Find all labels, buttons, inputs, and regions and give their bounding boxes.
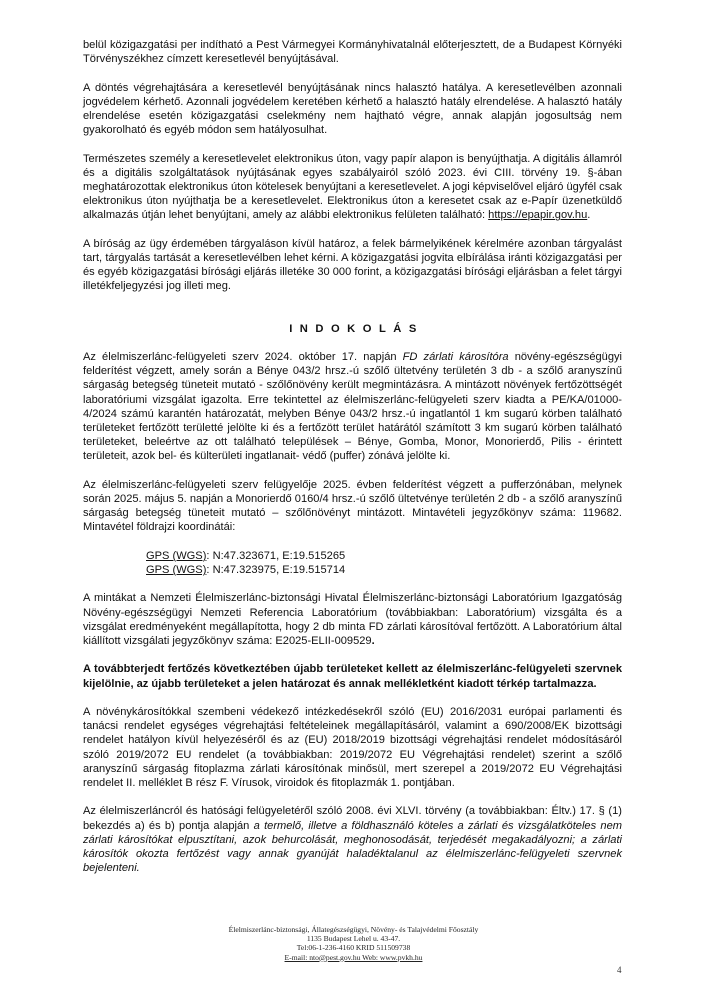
- paragraph-eltv: [83, 804, 622, 875]
- indokolas-1-text: Az élelmiszerlánc-felügyeleti szerv 2024. október 17. napján: [83, 351, 403, 363]
- gps-line: [146, 563, 622, 577]
- paragraph-indokolas-1: [83, 350, 622, 464]
- page-footer: [0, 925, 707, 962]
- paragraph-laboratory: [83, 591, 622, 648]
- paragraph-bold-new-areas: A továbbterjedt fertőzés következtében újabb területeket kellett az élelmiszerlánc-felügyeleti szervnek kijelölnie, az újabb területeket a jelen határozat és annak mellékletként kiadott térkép tartalmazza.: [83, 663, 622, 690]
- gps-label: GPS (WGS): [146, 549, 207, 562]
- gps-value: : N:47.323975, E:19.515714: [206, 564, 346, 577]
- paragraph-lawsuit: belül közigazgatási per indítható a Pest Vármegyei Kormányhivatalnál előterjesztett, de a Budapest Környéki Törvényszékhez címzett keresetlevél benyújtásával.: [83, 39, 622, 66]
- paragraph-electronic-submission: [83, 152, 622, 223]
- footer-address: 1135 Budapest Lehel u. 43-47.: [306, 934, 401, 944]
- document-body: [83, 38, 622, 890]
- lab-text: A mintákat a Nemzeti Élelmiszerlánc-biztonsági Hivatal Élelmiszerlánc-biztonsági Laboratórium Igazgatóság Növény-egészségügyi Nemzeti Referencia Laboratórium (továbbiakban: Laboratórium) vizsgálta és a vizsgálat eredményeként megállapította, hogy 2 db minta FD zárlati károsítóval fertőzött. A Laboratórium által kiállított vizsgálati jegyzőkönyv száma: E2025-ELII-009529: [83, 592, 622, 648]
- paragraph-suspensive-effect: A döntés végrehajtására a keresetlevél benyújtásának nincs halasztó hatálya. A keresetlevélben azonnali jogvédelem kérhető. Azonnali jogvédelem keretében kérhető a halasztó hatály elrendelése. A halasztó hatály elrendelése esetén közigazgatási cselekmény nem hajtható végre, annak alapján jogosultság nem gyakorolható és egyéb módon sem hatályosulhat.: [83, 81, 622, 137]
- section-heading-indokolas: INDOKOLÁS: [289, 322, 424, 335]
- gps-value: : N:47.323671, E:19.515265: [206, 549, 346, 562]
- footer-department: Élelmiszerlánc-biztonsági, Állategészségügyi, Növény- és Talajvédelmi Főosztály: [228, 925, 479, 934]
- eltv-text: Az élelmiszerláncról és hatósági felügyeletéről szóló 2008. évi XLVI. törvény (a továbbiakban: Éltv.) 17. § (1) bekezdés a) és b) pontja alapján: [83, 805, 622, 832]
- page-number: 4: [617, 965, 622, 975]
- gps-coordinates: [83, 549, 622, 577]
- paragraph-eu-regulation: A növénykárosítókkal szembeni védekező intézkedésekről szóló (EU) 2016/2031 európai parlamenti és tanácsi rendelet egységes végrehajtási feltételeinek megállapításáról, valamint a 690/2008/EK bizottsági rendelet hatályon kívül helyezéséről és az (EU) 2018/2019 bizottsági végrehajtási rendelet módosításáról szóló 2019/2072 EU rendelet (a továbbiakban: 2019/2072 EU Végrehajtási rendelet) szerint a szőlő aranyszínű sárgaság fitoplazma zárlati károsítónak minősül, mert szerepel a 2019/2072 EU Végrehajtási rendelet II. melléklet B rész F. Vírusok, viroidok és fitoplazmák 1. pontjában.: [83, 706, 622, 790]
- footer-contact-link[interactable]: E-mail: nto@pest.gov.hu Web: www.pvkh.hu: [284, 952, 423, 962]
- indokolas-1-italic: FD zárlati károsítóra: [402, 351, 509, 363]
- gps-label: GPS (WGS): [146, 564, 207, 577]
- paragraph-court: A bíróság az ügy érdemében tárgyaláson kívül határoz, a felek bármelyikének kérelmére azonban tárgyalást tart, tárgyalás tartását a keresetlevélben lehet kérni. A közigazgatási jogvita elbírálása iránti közigazgatási per és egyéb közigazgatási bírósági eljárás illetéke 30 000 forint, a közigazgatási bírósági eljárásban a felet tárgyi illetékfeljegyzési jog illeti meg.: [83, 237, 622, 293]
- epapir-link[interactable]: https://epapir.gov.hu: [488, 209, 588, 222]
- footer-phone: Tel:06-1-236-4160 KRID 511509738: [296, 943, 411, 953]
- eltv-italic: a termelő, illetve a földhasználó köteles a zárlati és vizsgálatköteles nem zárlati károsítókat elpusztítani, azok behurcolását, meghonosodását, terjedését megakadályozni; a zárlati károsítók okozta fertőzést vagy annak gyanúját haladéktalanul az élelmiszerlánc-felügyeleti szervnek bejelenteni.: [83, 819, 623, 875]
- electronic-suffix: .: [587, 209, 591, 222]
- paragraph-indokolas-2: Az élelmiszerlánc-felügyeleti szerv felügyelője 2025. évben felderítést végzett a pufferzónában, melynek során 2025. május 5. napján a Monorierdő 0160/4 hrsz.-ú szőlő ültetvénye területén 2 db - a szőlő aranyszínű sárgaság betegség tüneteit mutató – szőlőnövényt mintázott. Mintavételi jegyzőkönyv száma: 119682. Mintavétel földrajzi koordinátái:: [83, 478, 622, 534]
- electronic-text: Természetes személy a keresetlevelet elektronikus úton, vagy papír alapon is benyújthatja. A digitális államról és a digitális szolgáltatások nyújtásának egyes szabályairól szóló 2023. évi CIII. törvény 19. §-ában meghatározottak elektronikus úton kötelesek benyújtani a keresetlevelet. A jogi képviselővel eljáró ügyfél csak elektronikus úton nyújthatja be a keresetlevelet. Elektronikus úton a keresetet csak az e-Papír üzenetküldő alkalmazás útján lehet benyújtani, amely az alábbi elektronikus felületen található:: [83, 152, 622, 222]
- gps-line: [146, 549, 622, 563]
- lab-suffix: .: [371, 635, 375, 648]
- indokolas-1-rest: növény-egészségügyi felderítést végzett, amely során a Bénye 043/2 hrsz.-ú szőlő ültetvény területén 3 db - a szőlő aranyszínű sárgaság betegség tüneteit mutató - szőlőnövény került megmintázásra. A mintázott növények fertőzöttségét laboratóriumi vizsgálat igazolta. Erre tekintettel az élelmiszerlánc-felügyeleti szerv kiadta a PE/KA/01000-4/2024 számú karantén határozatát, melyben Bénye 043/2 hrsz.-ú ingatlantól 1 km sugarú körben található területeket fertőzött területté jelölte ki és a fertőzött terület határától számított 3 km sugarú körben található területeket, beleértve az ott található települések – Bénye, Gomba, Monor, Monorierdő, Pilis - érintett területeit, azok bel- és külterületi ingatlanait- védő (puffer) zónává jelölte ki.: [83, 351, 623, 463]
